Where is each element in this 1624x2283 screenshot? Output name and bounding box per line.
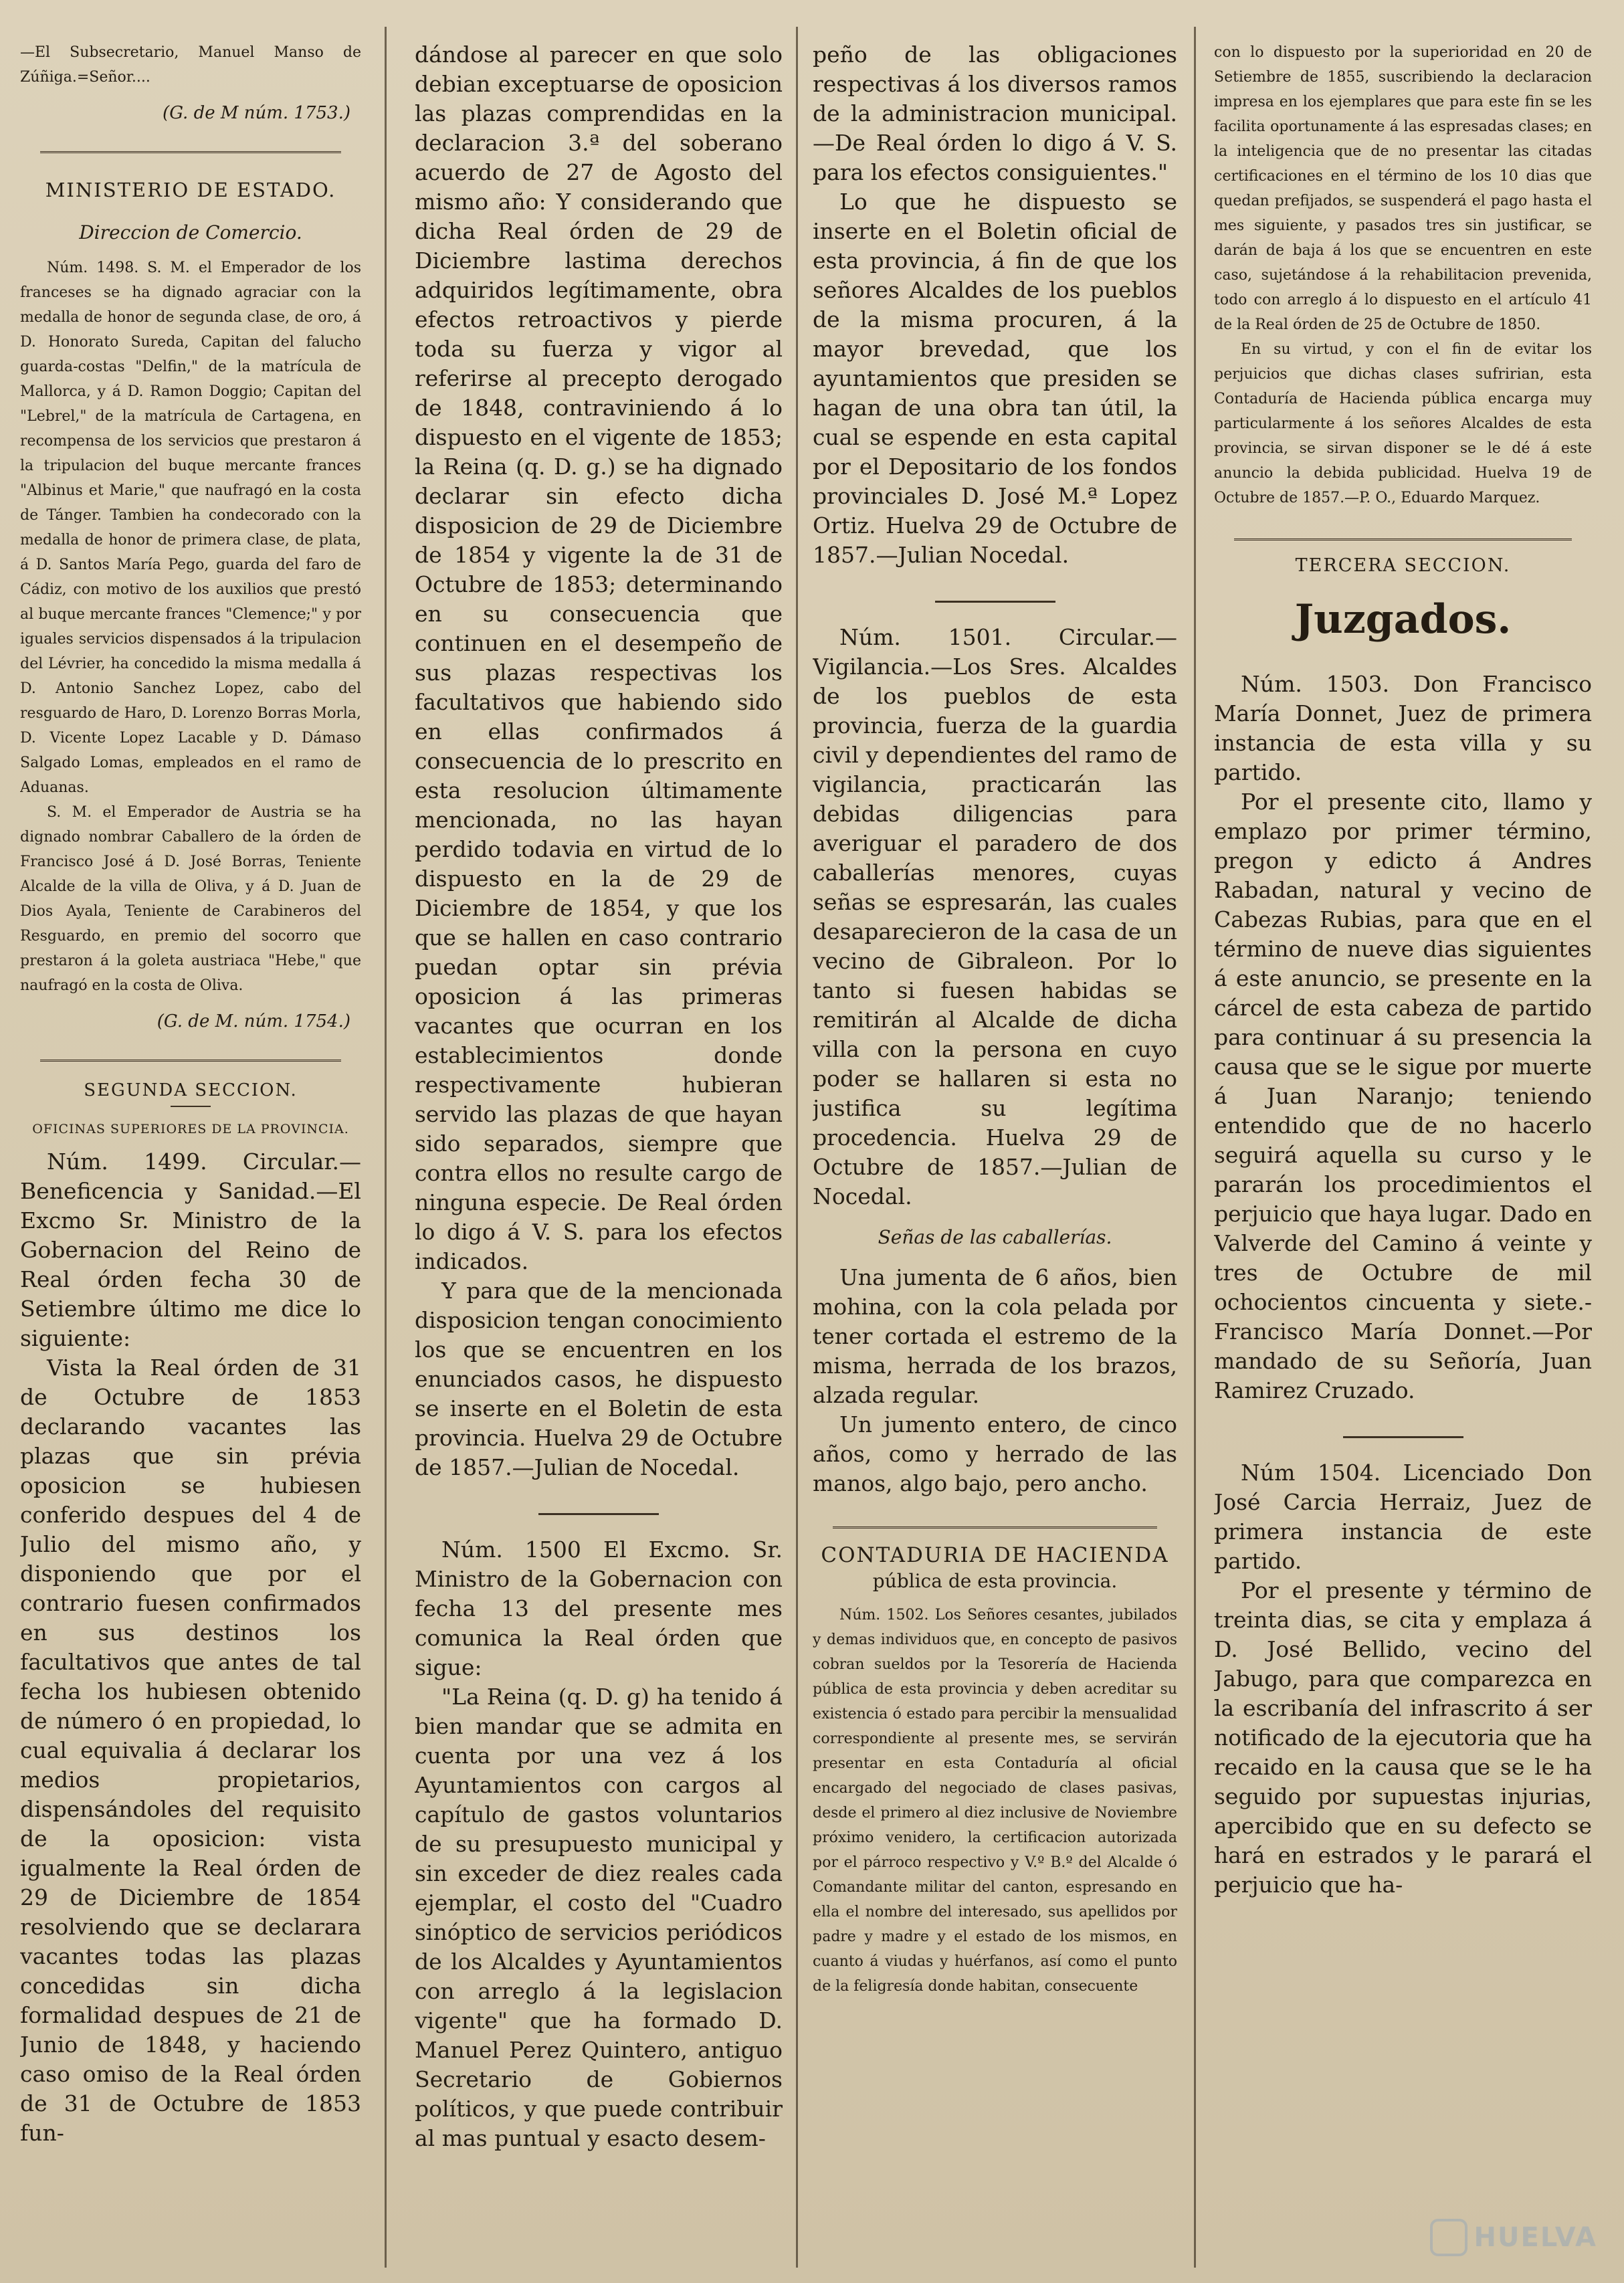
notice-paragraph: Por el presente y término de treinta dias, se cita y emplaza á D. José Bellido, vecino del Jabugo, para que comparezca en la escribanía del infrascrito á ser notificado de la ejecutoria que ha recaido en la causa que se le ha seguido por supuestas injurias, apercibido que en su defecto se hará en estrados y le parará el perjuicio que ha- <box>1214 1577 1592 1898</box>
notice-paragraph: Y para que de la mencionada disposicion tengan conocimiento los que se encuentren en los enunciados casos, he dispuesto se inserte en el Boletin de esta provincia. Huelva 29 de Octubre de 1857.—Julian de Nocedal. <box>415 1278 783 1480</box>
notice-paragraph: Lo que he dispuesto se inserte en el Boletin oficial de esta provincia, á fin de que los señores Alcaldes de los pueblos de la misma procuren, á la mayor brevedad, que los ayuntamientos que presiden se hagan de una obra tan útil, la cual se espende en esta capital por el Depositario de los fondos provinciales D. José M.ª Lopez Ortiz. Huelva 29 de Octubre de 1857.—Julian Nocedal. <box>813 189 1177 568</box>
notice-paragraph: con lo dispuesto por la superioridad en 20 de Setiembre de 1855, suscribiendo la declaracion impresa en los ejemplares que para este fin se les facilita oportunamente á las espresadas clases; en la inteligencia que de no presentar las citadas certificaciones en el término de los 10 dias que quedan prefijados, se suspenderá el pago hasta el mes siguiente, y pasados tres sin justificar, se darán de baja á los que se encuentren en este caso, sujetándose á la rehabilitacion prevenida, todo con arreglo á lo dispuesto en el artículo 41 de la Real órden de 25 de Octubre de 1850. <box>1214 44 1592 333</box>
notice-paragraph: Una jumenta de 6 años, bien mohina, con la cola pelada por tener cortada el estremo de la misma, herrada de los brazos, alzada regular. <box>813 1264 1177 1408</box>
watermark-label: HUELVA <box>1474 2222 1597 2253</box>
section-heading: TERCERA SECCION. <box>1295 555 1511 576</box>
notice-paragraph: En su virtud, y con el fin de evitar los perjuicios que dichas clases sufririan, esta Contaduría de Hacienda pública encarga muy particularmente á los señores Alcaldes de esta provincia, se sirvan disponer se le dé á este anuncio la debida publicidad. Huelva 19 de Octubre de 1857.—P. O., Eduardo Marquez. <box>1214 341 1592 506</box>
archive-watermark <box>1430 2219 1597 2256</box>
separator <box>538 1513 659 1515</box>
subheading: Señas de las caballerías. <box>878 1226 1112 1248</box>
notice-1503: Núm. 1503. Don Francisco María Donnet, Juez de primera instancia de esta villa y su partido. <box>1214 671 1592 785</box>
notice-1500: Núm. 1500 El Excmo. Sr. Ministro de la Gobernacion con fecha 13 del presente mes comunica la Real órden que sigue: <box>415 1536 783 1680</box>
column-4 <box>1214 40 1592 2261</box>
separator <box>40 1060 341 1062</box>
notice-paragraph: Un jumento entero, de cinco años, como y herrado de las manos, algo bajo, pero ancho. <box>813 1411 1177 1496</box>
separator <box>1343 1436 1463 1438</box>
notice-1504: Núm 1504. Licenciado Don José Carcia Herraiz, Juez de primera instancia de este partido. <box>1214 1460 1592 1574</box>
notice-1501: Núm. 1501. Circular.— Vigilancia.—Los Sres. Alcaldes de los pueblos de esta provincia, fuerza de la guardia civil y dependientes del ramo de vigilancia, practicarán las debidas diligencias para averiguar el paradero de dos caballerías menores, cuyas señas se espresarán, las cuales desaparecieron de la casa de un vecino de Gibraleon. Por lo tanto si fuesen habidas se remitirán al Alcalde de dicha villa con la persona en cuyo poder se hallaren si esta no justifica su legítima procedencia. Huelva 29 de Octubre de 1857.—Julian de Nocedal. <box>813 624 1177 1209</box>
column-2 <box>415 40 783 2261</box>
column-rule <box>1194 27 1196 2268</box>
gazette-citation: (G. de M. núm. 1754.) <box>157 1011 350 1031</box>
subheading: Direccion de Comercio. <box>79 221 302 243</box>
section-heading: MINISTERIO DE ESTADO. <box>45 179 336 201</box>
separator <box>935 601 1055 603</box>
separator <box>40 151 341 153</box>
separator <box>171 1106 211 1107</box>
page-title: Juzgados. <box>1294 596 1512 643</box>
notice-1502: Núm. 1502. Los Señores cesantes, jubilados y demas individuos que, en concepto de pasivos cobran sueldos por la Tesorería de Hacienda pública de esta provincia y deben acreditar su existencia ó estado para percibir la mensualidad correspondiente al presente mes, se servirán presentar en esta Contaduría al oficial encargado del negociado de clases pasivas, desde el primero al diez inclusive de Noviembre próximo venidero, la certificacion autorizada por el párroco respectivo y V.º B.º del Alcalde ó Comandante militar del canton, espresando en ella el nombre del interesado, sus apellidos por padre y madre y el estado de los mismos, en cuanto á viudas y huérfanos, así como el punto de la feligresía donde habitan, consecuente <box>813 1607 1177 1995</box>
section-heading: SEGUNDA SECCION. <box>84 1080 298 1100</box>
column-rule <box>385 27 387 2268</box>
notice-paragraph: peño de las obligaciones respectivas á los diversos ramos de la administracion municipal.—De Real órden lo digo á V. S. para los efectos consiguientes." <box>813 41 1177 185</box>
column-1 <box>20 40 361 2261</box>
notice-1499: Núm. 1499. Circular.— Beneficencia y Sanidad.—El Excmo Sr. Ministro de la Gobernacion del Reino de Real órden fecha 30 de Setiembre último me dice lo siguiente: <box>20 1149 361 1351</box>
column-rule <box>796 27 798 2268</box>
subheading: OFICINAS SUPERIORES DE LA PROVINCIA. <box>32 1122 349 1136</box>
notice-paragraph: Vista la Real órden de 31 de Octubre de 1853 declarando vacantes las plazas que sin prévia oposicion se hubiesen conferido despues del 4 de Julio del mismo año, y disponiendo que por el contrario fuesen confirmados en sus destinos los facultativos que antes de tal fecha los hubiesen obtenido de número ó en propiedad, lo cual equivalia á declarar los medios propietarios, dispensándoles del requisito de la oposicion: vista igualmente la Real órden de 29 de Diciembre de 1854 resolviendo que se declarara vacantes todas las plazas concedidas sin dicha formalidad despues de 21 de Junio de 1848, y haciendo caso omiso de la Real órden de 31 de Octubre de 1853 fun- <box>20 1355 361 2146</box>
gazette-citation: (G. de M núm. 1753.) <box>163 103 350 123</box>
separator <box>1234 538 1572 540</box>
notice-paragraph: "La Reina (q. D. g) ha tenido á bien mandar que se admita en cuenta por una vez á los Ayuntamientos con cargos al capítulo de gastos voluntarios de su presupuesto municipal y sin exceder de diez reales cada ejemplar, el costo del "Cuadro sinóptico de servicios periódicos de los Alcaldes y Ayuntamientos con arreglo á la legislacion vigente" que ha formado D. Manuel Perez Quintero, antiguo Secretario de Gobiernos políticos, y que puede contribuir al mas puntual y esacto desem- <box>415 1684 783 2151</box>
notice-paragraph: dándose al parecer en que solo debian exceptuarse de oposicion las plazas comprendidas en la declaracion 3.ª del soberano acuerdo de 27 de Agosto del mismo año: Y considerando que dicha Real órden de 29 de Diciembre lastima derechos adquiridos legítimamente, obra efectos retroactivos y pierde toda su fuerza y vigor al referirse al precepto derogado de 1848, contraviniendo á lo dispuesto en el vigente de 1853; la Reina (q. D. g.) se ha dignado declarar sin efecto dicha disposicion de 29 de Diciembre de 1854 y vigente la de 31 de Octubre de 1853; determinando en su consecuencia que continuen en el desempeño de sus plazas respectivas los facultativos que habiendo sido en ellas confirmados á consecuencia de lo prescrito en esta resolucion últimamente mencionada, no las hayan perdido todavia en virtud de lo dispuesto en la de 29 de Diciembre de 1854, y que los que se hallen en caso contrario puedan optar sin prévia oposicion á las primeras vacantes que ocurran en los establecimientos donde respectivamente hubieran servido las plazas de que hayan sido separados, siempre que contra ellos no resulte cargo de ninguna especie. De Real órden lo digo á V. S. para los efectos indicados. <box>415 41 783 1274</box>
notice-paragraph: S. M. el Emperador de Austria se ha dignado nombrar Caballero de la órden de Francisco José á D. José Borras, Teniente Alcalde de la villa de Oliva, y á D. Juan de Dios Ayala, Teniente de Carabineros del Resguardo, en premio del socorro que prestaron á la goleta austriaca "Hebe," que naufragó en la costa de Oliva. <box>20 804 361 994</box>
notice-1498: Núm. 1498. S. M. el Emperador de los franceses se ha dignado agraciar con la medalla de honor de segunda clase, de oro, á D. Honorato Sureda, Capitan del falucho guarda-costas "Delfin," de la matrícula de Mallorca, y á D. Ramon Doggio; Capitan del "Lebrel," de la matrícula de Cartagena, en recompensa de los servicios que prestaron á la tripulacion del buque mercante frances "Albinus et Marie," que naufragó en la costa de Tánger. Tambien ha condecorado con la medalla de honor de primera clase, de plata, á D. Santos María Pego, guarda del faro de Cádiz, con motivo de los auxilios que prestó al buque mercante frances "Clemence;" y por iguales servicios dispensados á la tripulacion del Lévrier, ha concedido la misma medalla á D. Antonio Sanchez Lopez, cabo del resguardo de Haro, D. Lorenzo Borras Morla, D. Vicente Lopez Lacable y D. Dámaso Salgado Lomas, empleados en el ramo de Aduanas. <box>20 260 361 796</box>
subheading: pública de esta provincia. <box>872 1570 1118 1592</box>
section-heading: CONTADURIA DE HACIENDA <box>821 1543 1169 1567</box>
column-3 <box>813 40 1177 2261</box>
separator <box>833 1526 1157 1528</box>
watermark-logo-icon <box>1430 2219 1467 2256</box>
notice-paragraph: Por el presente cito, llamo y emplazo por primer término, pregon y edicto á Andres Rabadan, natural y vecino de Cabezas Rubias, para que en el término de nueve dias siguientes á este anuncio, se presente en la cárcel de esta cabeza de partido para continuar á su presencia la causa que se le sigue por muerte á Juan Naranjo; teniendo entendido que de no hacerlo seguirá aquella su curso y le pararán los procedimientos el perjuicio que haya lugar. Dado en Valverde del Camino á veinte y tres de Octubre de mil ochocientos cincuenta y siete.- Francisco María Donnet.—Por mandado de su Señoría, Juan Ramirez Cruzado. <box>1214 789 1592 1403</box>
signature-line: —El Subsecretario, Manuel Manso de Zúñiga.=Señor.... <box>20 44 361 86</box>
